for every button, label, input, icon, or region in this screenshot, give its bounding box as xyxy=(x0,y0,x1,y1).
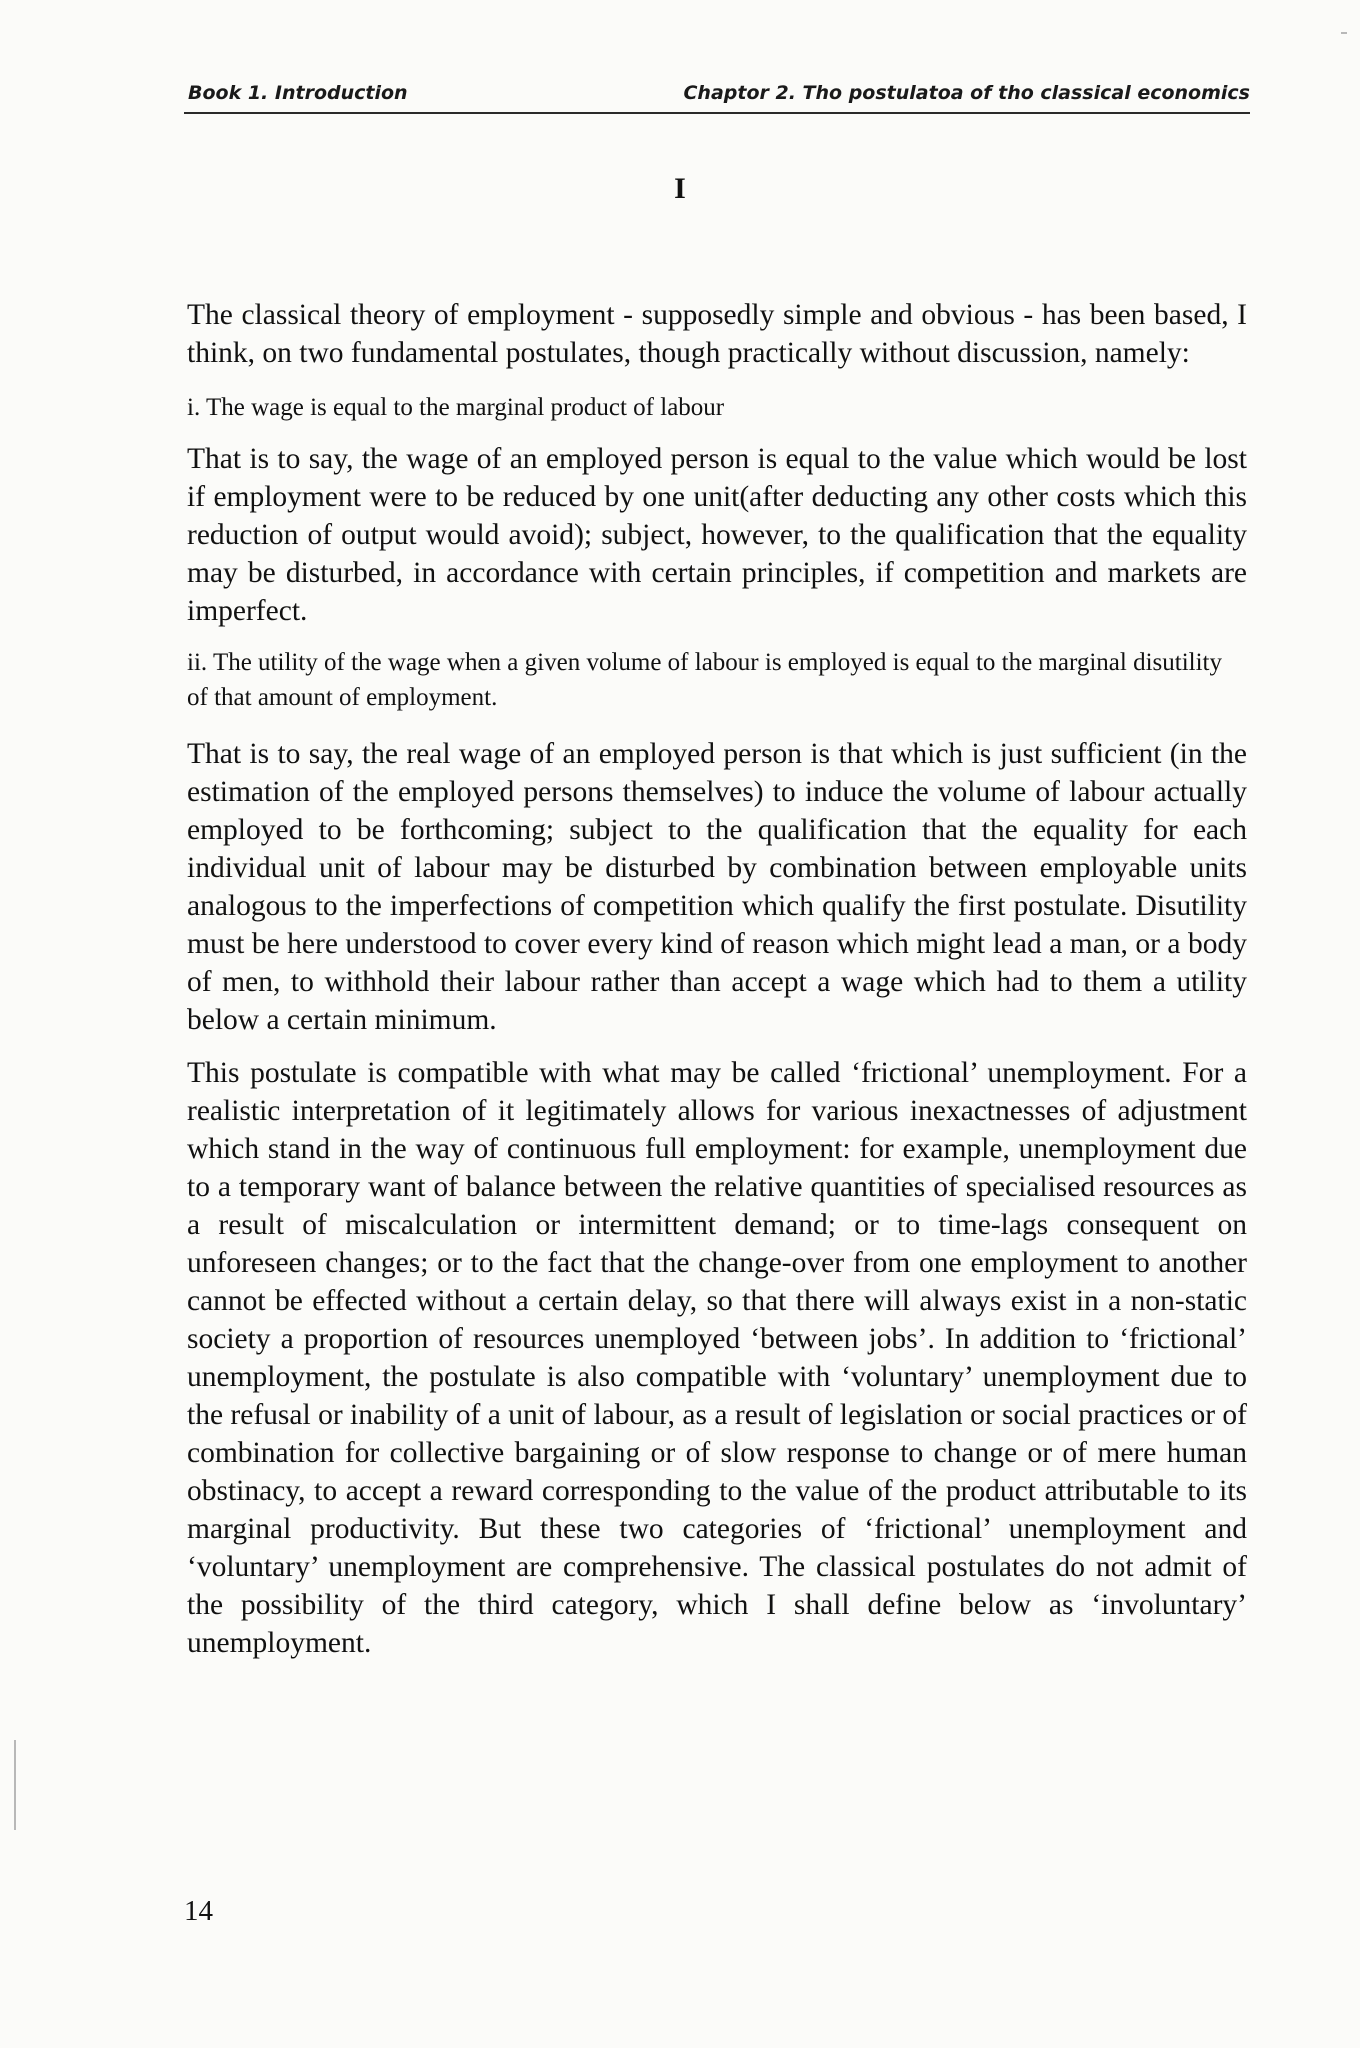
postulate-two: ii. The utility of the wage when a given volume of labour is employed is equal to the marginal disutility of that amount of employment. xyxy=(187,649,1222,711)
postulate-one: i. The wage is equal to the marginal product of labour xyxy=(187,394,725,421)
frictional-unemployment-paragraph: This postulate is compatible with what may be called ‘frictional’ unemployment. For a realistic interpretation of it legitimately allows for various inexactnesses of adjustment which stand in the way of continuous full employment: for example, unemployment due to a temporary want of balance between the relative quantities of specialised resources as a result of miscalculation or intermittent demand; or to time-lags consequent on unforeseen changes; or to the fact that the change-over from one employment to another cannot be effected without a certain delay, so that there will always exist in a non-static society a proportion of resources unemployed ‘between jobs’. In addition to ‘frictional’ unemployment, the postulate is also compatible with ‘voluntary’ unemployment due to the refusal or inability of a unit of labour, as a result of legislation or social practices or of combination for collective bargaining or of slow response to change or of mere human obstinacy, to accept a reward corresponding to the value of the product attributable to its marginal productivity. But these two categories of ‘frictional’ unemployment and ‘voluntary’ unemployment are comprehensive. The classical postulates do not admit of the possibility of the third category, which I shall define below as ‘involuntary’ unemployment. xyxy=(187,1057,1247,1659)
scan-corner-mark xyxy=(1341,32,1347,34)
section-numeral: I xyxy=(674,172,686,205)
page-number: 14 xyxy=(184,1895,213,1927)
postulate-two-explanation: That is to say, the real wage of an employed person is that which is just sufficient (in the estimation of the employed persons themselves) to induce the volume of labour actually employed to be forthcoming; subject to the qualification that the equality for each individual unit of labour may be disturbed by combination between employable units analogous to the imperfections of competition which qualify the first postulate. Disutility must be here understood to cover every kind of reason which might lead a man, or a body of men, to withhold their labour rather than accept a wage which had to them a utility below a certain minimum. xyxy=(187,738,1247,1036)
scan-edge-line xyxy=(14,1740,16,1830)
intro-paragraph: The classical theory of employment - supposedly simple and obvious - has been based, I think, on two fundamental postulates, though practically without discussion, namely: xyxy=(187,299,1247,369)
postulate-one-explanation: That is to say, the wage of an employed person is equal to the value which would be lost if employment were to be reduced by one unit(after deducting any other costs which this reduction of output would avoid); subject, however, to the qualification that the equality may be disturbed, in accordance with certain principles, if competition and markets are imperfect. xyxy=(187,443,1247,627)
header-chapter-title: Chaptor 2. Tho postulatoa of tho classical economics xyxy=(683,82,1250,104)
header-book-title: Book 1. Introduction xyxy=(188,82,408,104)
running-header xyxy=(184,76,1250,114)
body-text xyxy=(187,296,1247,1677)
